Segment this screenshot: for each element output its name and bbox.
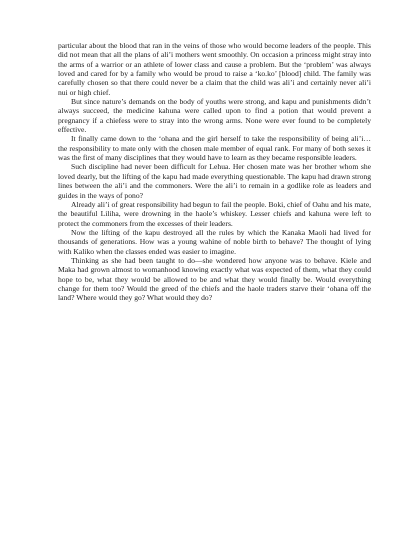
paragraph: particular about the blood that ran in the veins of those who would become leaders of the people. This did not mean that all the plans of ali’i mothers went smoothly. On occasion a princess might stray into the arms of a warrior or an athlete of lower class and cause a problem. But the ‘problem’ was always loved and cared for by a family who would be proud to raise a ‘ko.ko’ [blood] child. The family was carefully chosen so that there could never be a claim that the child was ali’i and certainly never ali’i nui or high chief. — [58, 41, 371, 97]
paragraph: Already ali’i of great responsibility had begun to fail the people. Boki, chief of Oahu and his mate, the beautiful Liliha, were drowning in the haole’s whiskey. Lesser chiefs and kahuna were left to protect the commoners from the excesses of their leaders. — [58, 199, 371, 228]
paragraph: Such discipline had never been difficult for Lehua. Her chosen mate was her brother whom she loved dearly, but the lifting of the kapu had made everything questionable. The kapu had drawn strong lines between the ali’i and the commoners. Were the ali’i to remain in a godlike role as leaders and guides in the ways of pono? — [58, 162, 371, 200]
body-text — [58, 41, 371, 303]
paragraph: Thinking as she had been taught to do—she wondered how anyone was to behave. Kiele and Maka had grown almost to womanhood knowing exactly what was expected of them, what they could hope to be, what they would be allowed to be and what they would finally be. Would everything change for them too? Would the greed of the chiefs and the haole traders starve their ‘ohana off the land? Where would they go? What would they do? — [58, 255, 371, 303]
paragraph: Now the lifting of the kapu destroyed all the rules by which the Kanaka Maoli had lived for thousands of generations. How was a young wahine of noble birth to behave? The thought of lying with Kaliko when the classes ended was easier to imagine. — [58, 227, 371, 256]
paragraph: It finally came down to the ‘ohana and the girl herself to take the responsibility of being ali’i… the responsibility to mate only with the chosen male member of equal rank. For many of both sexes it was the first of many disciplines that they would have to learn as they became responsible leaders. — [58, 134, 371, 163]
paragraph: But since nature’s demands on the body of youths were strong, and kapu and punishments didn’t always succeed, the medicine kahuna were called upon to find a potion that would prevent a pregnancy if a chiefess were to stray into the wrong arms. None were ever found to be completely effective. — [58, 97, 371, 135]
